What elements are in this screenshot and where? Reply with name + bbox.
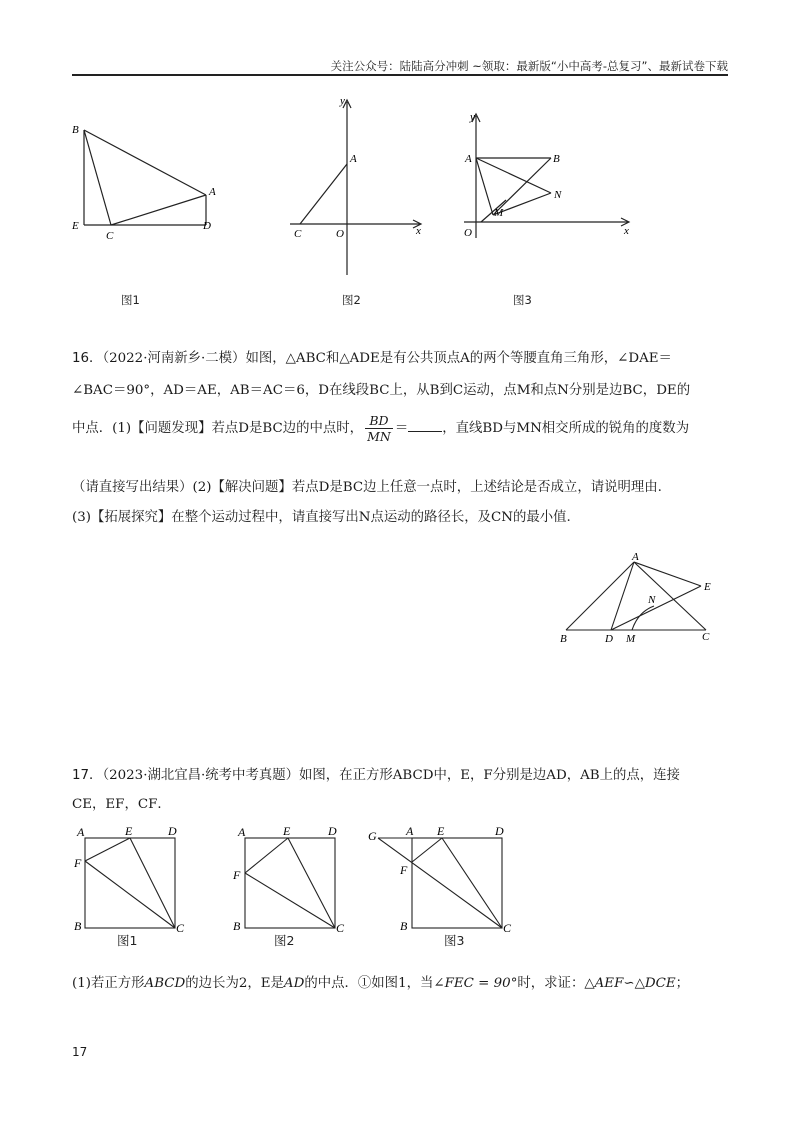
label-f: F bbox=[400, 863, 408, 877]
label-e: E bbox=[72, 220, 79, 232]
fraction-numerator: BD bbox=[365, 413, 393, 429]
q17-figure-2 bbox=[230, 818, 350, 948]
q17-figure-3 bbox=[364, 818, 524, 948]
label-x: x bbox=[416, 225, 421, 237]
label-b: B bbox=[553, 153, 560, 165]
label-f: F bbox=[74, 856, 82, 870]
top-figure-3 bbox=[456, 108, 641, 243]
label-c: C bbox=[176, 921, 185, 935]
label-c: C bbox=[702, 631, 710, 643]
top-figure-1 bbox=[66, 115, 226, 245]
caption-q17-fig1: 图1 bbox=[117, 933, 138, 948]
label-a: A bbox=[77, 825, 85, 839]
part1-similar: △AEF∽△DCE bbox=[584, 976, 676, 991]
part1-text-c: 的中点．①如图1，当 bbox=[304, 976, 434, 991]
label-c: C bbox=[336, 921, 345, 935]
part1-text-d: 时，求证： bbox=[517, 976, 585, 991]
label-b: B bbox=[74, 919, 82, 933]
label-e: E bbox=[125, 824, 133, 838]
part1-end: ； bbox=[675, 976, 690, 991]
label-o: O bbox=[464, 227, 472, 239]
q17-text-1: 如图，在正方形ABCD中，E，F分别是边AD，AB上的点，连接 bbox=[299, 768, 680, 783]
label-c: C bbox=[106, 230, 114, 242]
label-b: B bbox=[400, 919, 408, 933]
label-a: A bbox=[238, 825, 246, 839]
label-e: E bbox=[437, 824, 445, 838]
label-n: N bbox=[554, 189, 562, 201]
label-m: M bbox=[494, 207, 504, 219]
q16-line1 bbox=[72, 349, 728, 369]
label-m: M bbox=[626, 633, 636, 645]
part1-angle: ∠FEC = 90° bbox=[433, 976, 518, 991]
label-d: D bbox=[605, 633, 613, 645]
q16-line2: ∠BAC＝90°，AD＝AE，AB＝AC＝6，D在线段BC上，从B到C运动，点M和点N分别是边BC，DE的 bbox=[72, 383, 691, 398]
q17-line2: CE，EF，CF． bbox=[72, 797, 171, 812]
label-g: G bbox=[368, 829, 377, 843]
caption-top-fig2: 图2 bbox=[342, 293, 361, 307]
label-e: E bbox=[283, 824, 291, 838]
label-y: y bbox=[470, 111, 475, 123]
fraction-bd-mn bbox=[365, 413, 393, 444]
label-e: E bbox=[704, 581, 711, 593]
q17-source: （2023·湖北宜昌·统考中考真题） bbox=[102, 768, 300, 783]
label-y: y bbox=[340, 95, 345, 107]
label-c: C bbox=[294, 228, 302, 240]
q16-source: （2022·河南新乡·二模） bbox=[102, 351, 246, 366]
q17-number: 17． bbox=[72, 768, 103, 783]
header-rule bbox=[72, 74, 728, 76]
caption-top-fig1: 图1 bbox=[121, 293, 140, 307]
label-d: D bbox=[168, 824, 177, 838]
q16-line5: (3)【拓展探究】在整个运动过程中，请直接写出N点运动的路径长，及CN的最小值. bbox=[72, 510, 571, 525]
answer-blank[interactable] bbox=[408, 419, 442, 432]
caption-top-fig3: 图3 bbox=[513, 293, 532, 307]
label-d: D bbox=[328, 824, 337, 838]
q16-line4: （请直接写出结果）(2)【解决问题】若点D是BC边上任意一点时，上述结论是否成立，请说明理由. bbox=[72, 480, 662, 495]
caption-q17-fig3: 图3 bbox=[444, 933, 465, 948]
q17-part1 bbox=[72, 974, 728, 994]
label-a: A bbox=[465, 153, 472, 165]
label-a: A bbox=[632, 551, 639, 563]
q16-figure bbox=[556, 546, 726, 646]
label-d: D bbox=[203, 220, 211, 232]
label-b: B bbox=[560, 633, 567, 645]
part1-text-a: (1)若正方形 bbox=[72, 976, 145, 991]
part1-ad: AD bbox=[283, 976, 305, 991]
label-a: A bbox=[406, 824, 414, 838]
fraction-denominator: MN bbox=[367, 429, 391, 444]
part1-abcd: ABCD bbox=[144, 976, 186, 991]
top-figure-2 bbox=[282, 92, 432, 282]
label-n: N bbox=[648, 594, 656, 606]
equals-sign: ＝ bbox=[394, 421, 409, 436]
q17-figure-1 bbox=[72, 818, 192, 948]
page-number: 17 bbox=[72, 1045, 88, 1059]
label-c: C bbox=[503, 921, 512, 935]
page-header: 关注公众号：陆陆高分冲刺 ~领取：最新版“小中高考-总复习”、最新试卷下载 bbox=[330, 59, 728, 73]
q16-text-3a: 中点．(1)【问题发现】若点D是BC边的中点时， bbox=[72, 421, 364, 436]
q16-text-3b: ，直线BD与MN相交所成的锐角的度数为 bbox=[442, 421, 690, 436]
label-x: x bbox=[624, 225, 629, 237]
label-a: A bbox=[350, 153, 357, 165]
label-d: D bbox=[495, 824, 504, 838]
label-f: F bbox=[233, 868, 241, 882]
q17-line1 bbox=[72, 766, 728, 786]
label-b: B bbox=[72, 124, 79, 136]
part1-text-b: 的边长为2，E是 bbox=[185, 976, 284, 991]
q16-number: 16． bbox=[72, 351, 103, 366]
label-a: A bbox=[209, 186, 216, 198]
label-b: B bbox=[233, 919, 241, 933]
q16-text-1: 如图，△ABC和△ADE是有公共顶点A的两个等腰直角三角形，∠DAE＝ bbox=[245, 351, 672, 366]
q16-line3 bbox=[72, 413, 728, 444]
label-o: O bbox=[336, 228, 344, 240]
caption-q17-fig2: 图2 bbox=[274, 933, 295, 948]
